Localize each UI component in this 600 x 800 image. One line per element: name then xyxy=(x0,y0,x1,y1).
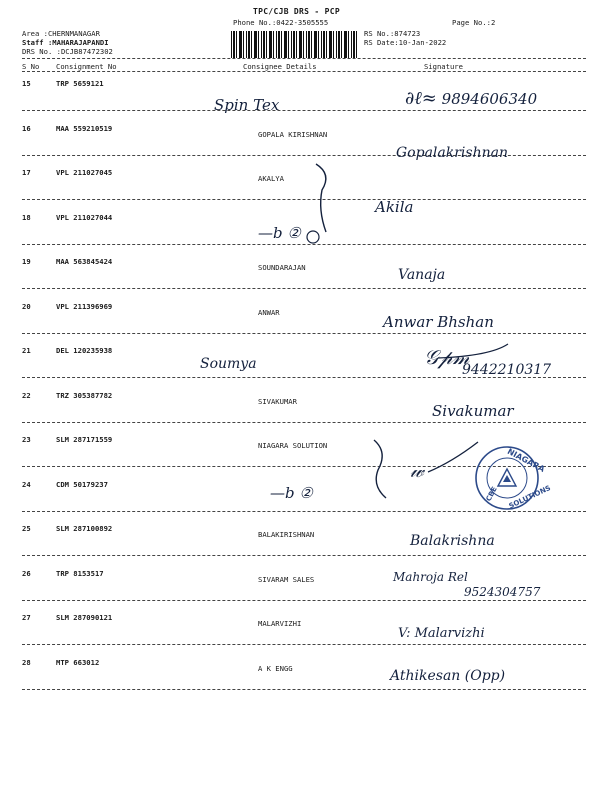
staff-label: Staff :MAHARAJAPANDI xyxy=(22,38,109,47)
row-consignee-name: A K ENGG xyxy=(258,663,293,673)
row-serial-number: 18 xyxy=(22,212,31,222)
row-consignee-name: GOPALA KIRISHNAN xyxy=(258,129,328,139)
area-label: Area :CHERNMANAGAR xyxy=(22,29,100,38)
drs-number: DRS No. :DCJB87472302 xyxy=(22,47,113,56)
row-consignment-number: VPL 211027045 xyxy=(56,168,113,177)
row-serial-number: 22 xyxy=(22,390,31,400)
stamp-text-bottom: SOLUTIONS xyxy=(507,484,552,511)
row-consignee-name: ANWAR xyxy=(258,307,280,317)
row-consignment-number: SLM 287100892 xyxy=(56,524,113,533)
handwritten-signature: V: Malarvizhi xyxy=(398,626,485,641)
row-consignment-number: TRP 8153517 xyxy=(56,568,104,578)
handwritten-signature: Vanaja xyxy=(398,267,446,283)
row-consignment-number: VPL 211027044 xyxy=(56,212,113,222)
row-serial-number: 20 xyxy=(22,301,31,311)
handwritten-consignee: Soumya xyxy=(200,356,257,372)
row-consignee-name: NIAGARA SOLUTION xyxy=(258,441,328,450)
row-serial-number: 15 xyxy=(22,79,31,88)
signature-scribble-icon: 𝓌 xyxy=(410,458,424,482)
handwritten-consignee: Spin Tex xyxy=(214,96,280,114)
row-serial-number: 26 xyxy=(22,568,31,578)
signature-scribble-icon: ∂ℓ≈ xyxy=(405,88,437,109)
row-consignee-name: MALARVIZHI xyxy=(258,619,302,628)
handwritten-signature: ∂ℓ≈ 9894606340 xyxy=(405,88,538,109)
stamp-text-left: CBE xyxy=(484,485,499,503)
row-consignee-name: SIVARAM SALES xyxy=(258,574,315,584)
row-serial-number: 21 xyxy=(22,346,31,355)
signature-scribble-icon: 𝒢𝓅𝓂 xyxy=(424,345,470,369)
handwritten-signature: Athikesan (Opp) xyxy=(390,668,506,684)
row-serial-number: 17 xyxy=(22,168,31,177)
handwritten-phone: 9442210317 xyxy=(462,362,552,378)
row-consignment-number: MAA 563845424 xyxy=(56,257,113,266)
row-consignee-name: BALAKIRISHNAN xyxy=(258,530,315,539)
handwritten-signature: Mahroja Rel xyxy=(393,570,468,584)
row-serial-number: 24 xyxy=(22,479,31,489)
col-sno: S No xyxy=(22,62,40,71)
handwritten-mark: —b ② xyxy=(258,224,301,242)
report-title: TPC/CJB DRS - PCP xyxy=(253,7,340,16)
row-consignee-name: AKALYA xyxy=(258,174,284,183)
handwritten-mark: —b ② xyxy=(270,484,313,502)
row-consignment-number: SLM 287090121 xyxy=(56,613,113,622)
row-consignment-number: VPL 211396969 xyxy=(56,301,113,311)
handwritten-signature: Gopalakrishnan xyxy=(396,145,508,161)
handwritten-phone: 9524304757 xyxy=(464,585,541,599)
page-number: Page No.:2 xyxy=(452,18,496,27)
row-consignment-number: TRP 5659121 xyxy=(56,79,104,88)
row-serial-number: 23 xyxy=(22,435,31,444)
row-serial-number: 27 xyxy=(22,613,31,622)
row-serial-number: 16 xyxy=(22,123,31,133)
row-consignment-number: TRZ 305387782 xyxy=(56,390,113,400)
handwritten-signature: Anwar Bhshan xyxy=(383,313,494,331)
row-consignment-number: SLM 287171559 xyxy=(56,435,113,444)
stamp-text-top: NIAGARA xyxy=(505,446,547,474)
handwritten-signature: Sivakumar xyxy=(432,402,514,420)
col-consignee: Consignee Details xyxy=(243,62,317,71)
col-consignment: Consignment No xyxy=(56,62,117,71)
rs-date: RS Date:10-Jan-2022 xyxy=(364,38,447,47)
row-serial-number: 28 xyxy=(22,657,31,667)
handwritten-signature: Balakrishna xyxy=(410,533,495,549)
row-consignment-number: MTP 663012 xyxy=(56,657,100,667)
row-consignment-number: MAA 559210519 xyxy=(56,123,113,133)
phone-number: Phone No.:0422-3505555 xyxy=(233,18,329,27)
rs-number: RS No.:874723 xyxy=(364,29,421,38)
row-consignment-number: DEL 120235938 xyxy=(56,346,113,355)
row-serial-number: 19 xyxy=(22,257,31,266)
col-signature: Signature xyxy=(424,62,463,71)
handwritten-signature: Akila xyxy=(375,198,414,216)
row-consignee-name: SIVAKUMAR xyxy=(258,396,297,406)
row-consignment-number: CDM 50179237 xyxy=(56,479,108,489)
row-consignee-name: SOUNDARAJAN xyxy=(258,263,306,272)
row-serial-number: 25 xyxy=(22,524,31,533)
